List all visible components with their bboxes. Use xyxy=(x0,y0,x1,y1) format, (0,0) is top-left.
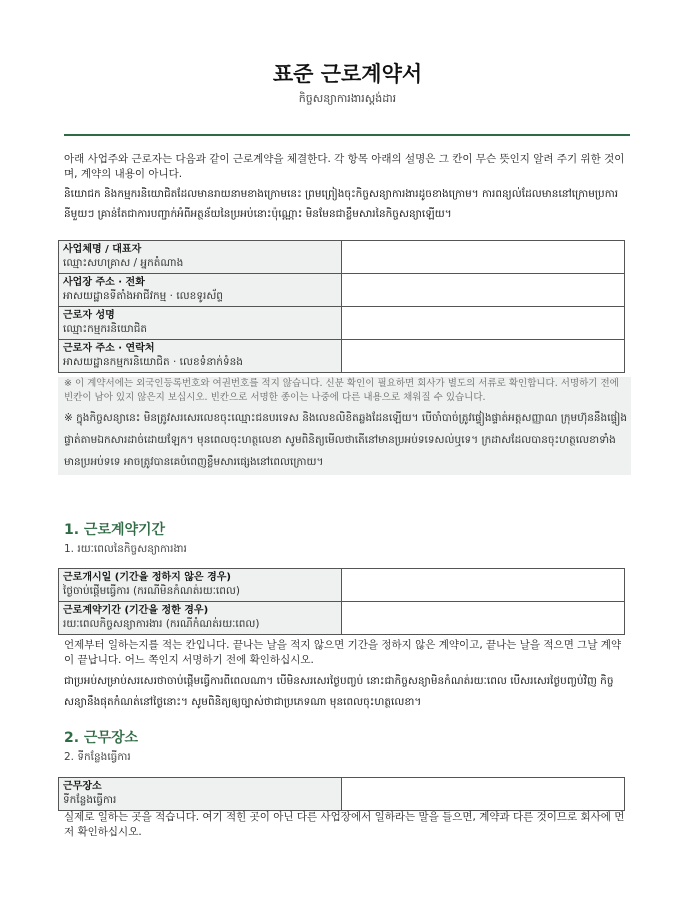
section-subheading: 2. ទីកន្លែងធ្វើការ xyxy=(64,751,131,763)
table-row xyxy=(59,274,625,307)
label-khmer: ឈ្មោះសហគ្រាស / អ្នកតំណាង xyxy=(63,257,184,269)
label-khmer: អាសយដ្ឋានកម្មករនិយោជិត · លេខទំនាក់ទំនង xyxy=(63,356,243,368)
intro-khmer: និយោជក និងកម្មករនិយោជិតដែលមានរាយនាមខាងក្រោមនេះ ព្រមព្រៀងចុះកិច្ចសន្យាការងារដូចខាងក្រោម។ ការពន្យល់ដែលមាននៅក្រោមប្រការនីមួយៗ គ្រាន់តែជាការបញ្ជាក់អំពីអត្ថន័យនៃប្រអប់នោះប៉ុណ្ណោះ មិនមែនជាខ្លឹមសារនៃកិច្ចសន្យាឡើយ។ xyxy=(64,188,619,220)
field-label xyxy=(59,340,342,373)
label-korean: 근로자 성명 xyxy=(63,310,115,321)
table-row xyxy=(59,241,625,274)
workplace-address-field[interactable] xyxy=(342,274,625,307)
label-khmer: អាសយដ្ឋានទីតាំងអាជីវកម្ម · លេខទូរស័ព្ទ xyxy=(63,290,223,302)
parties-note xyxy=(58,377,631,475)
contract-term-field[interactable] xyxy=(342,602,625,635)
label-khmer: ថ្ងៃចាប់ផ្តើមធ្វើការ (ករណីមិនកំណត់រយៈពេល) xyxy=(63,585,241,597)
employer-name-field[interactable] xyxy=(342,241,625,274)
field-label xyxy=(59,274,342,307)
section-subheading: 1. រយៈពេលនៃកិច្ចសន្យាការងារ xyxy=(64,543,187,555)
document-subtitle: កិច្ចសន្យាការងារស្តង់ដារ xyxy=(298,92,397,105)
worker-name-field[interactable] xyxy=(342,307,625,340)
field-label xyxy=(59,602,342,635)
label-korean: 근로자 주소 · 연락처 xyxy=(63,343,155,354)
table-row xyxy=(59,307,625,340)
field-label xyxy=(59,307,342,340)
explain-korean: 언제부터 일하는지를 적는 칸입니다. 끝나는 날을 적지 않으면 기간을 정하지 않은 계약이고, 끝나는 날을 적으면 그날 계약이 끝납니다. 어느 쪽인지 서명하기 전에 확인하십시오. xyxy=(64,639,622,666)
workplace-table xyxy=(58,777,625,811)
label-korean: 사업장 주소 · 전화 xyxy=(63,277,145,288)
table-row xyxy=(59,778,625,811)
start-date-field[interactable] xyxy=(342,569,625,602)
workplace-field[interactable] xyxy=(342,778,625,811)
label-khmer: រយៈពេលកិច្ចសន្យាការងារ (ករណីកំណត់រយៈពេល) xyxy=(63,618,260,630)
section2-explanation xyxy=(64,810,630,840)
table-row xyxy=(59,340,625,373)
label-khmer: ទីកន្លែងធ្វើការ xyxy=(63,794,117,806)
field-label xyxy=(59,778,342,811)
section-heading: 1. 근로계약기간 xyxy=(64,522,166,538)
contract-period-table xyxy=(58,568,625,635)
worker-address-field[interactable] xyxy=(342,340,625,373)
label-korean: 사업체명 / 대표자 xyxy=(63,244,142,255)
table-row xyxy=(59,569,625,602)
explain-korean: 실제로 일하는 곳을 적습니다. 여기 적힌 곳이 아닌 다른 사업장에서 일하라는 말을 들으면, 계약과 다른 것이므로 회사에 먼저 확인하십시오. xyxy=(64,811,625,838)
label-korean: 근무장소 xyxy=(63,781,102,792)
document-title: 표준 근로계약서 xyxy=(272,62,423,86)
intro-korean: 아래 사업주와 근로자는 다음과 같이 근로계약을 체결한다. 각 항목 아래의 설명은 그 칸이 무슨 뜻인지 알려 주기 위한 것이며, 계약의 내용이 아니다. xyxy=(64,153,625,180)
field-label xyxy=(59,569,342,602)
note-khmer: ※ ក្នុងកិច្ចសន្យានេះ មិនត្រូវសរសេរលេខចុះឈ្មោះជនបរទេស និងលេខលិខិតឆ្លងដែនឡើយ។ បើចាំបាច់ត្រូវផ្ទៀងផ្ទាត់អត្តសញ្ញាណ ក្រុមហ៊ុននឹងផ្ទៀងផ្ទាត់តាមឯកសារដាច់ដោយឡែក។ មុនពេលចុះហត្ថលេខា សូមពិនិត្យមើលថាតើនៅមានប្រអប់ទទេសល់ឬទេ។ ក្រដាសដែលបានចុះហត្ថលេខាទាំងមានប្រអប់ទទេ អាចត្រូវបានគេបំពេញខ្លឹមសារផ្សេងនៅពេលក្រោយ។ xyxy=(64,412,627,468)
parties-table xyxy=(58,240,625,373)
table-row xyxy=(59,602,625,635)
title-divider xyxy=(64,134,630,136)
section1-explanation xyxy=(64,638,630,713)
note-korean: ※ 이 계약서에는 외국인등록번호와 여권번호를 적지 않습니다. 신분 확인이 필요하면 회사가 별도의 서류로 확인합니다. 서명하기 전에 빈칸이 남아 있지 않은지 보십시오. 빈칸으로 서명한 종이는 나중에 다른 내용으로 채워질 수 있습니다. xyxy=(64,378,619,403)
section-heading: 2. 근무장소 xyxy=(64,730,139,746)
explain-khmer: ជាប្រអប់សម្រាប់សរសេរថាចាប់ផ្តើមធ្វើការពីពេលណា។ បើមិនសរសេរថ្ងៃបញ្ចប់ នោះជាកិច្ចសន្យាមិនកំណត់រយៈពេល បើសរសេរថ្ងៃបញ្ចប់វិញ កិច្ចសន្យានឹងផុតកំណត់នៅថ្ងៃនោះ។ សូមពិនិត្យឲ្យច្បាស់ថាជាប្រភេទណា មុនពេលចុះហត្ថលេខា។ xyxy=(64,675,614,708)
label-khmer: ឈ្មោះកម្មករនិយោជិត xyxy=(63,323,148,335)
intro-text xyxy=(64,152,630,224)
field-label xyxy=(59,241,342,274)
label-korean: 근로개시일 (기간을 정하지 않은 경우) xyxy=(63,572,231,583)
label-korean: 근로계약기간 (기간을 정한 경우) xyxy=(63,605,209,616)
